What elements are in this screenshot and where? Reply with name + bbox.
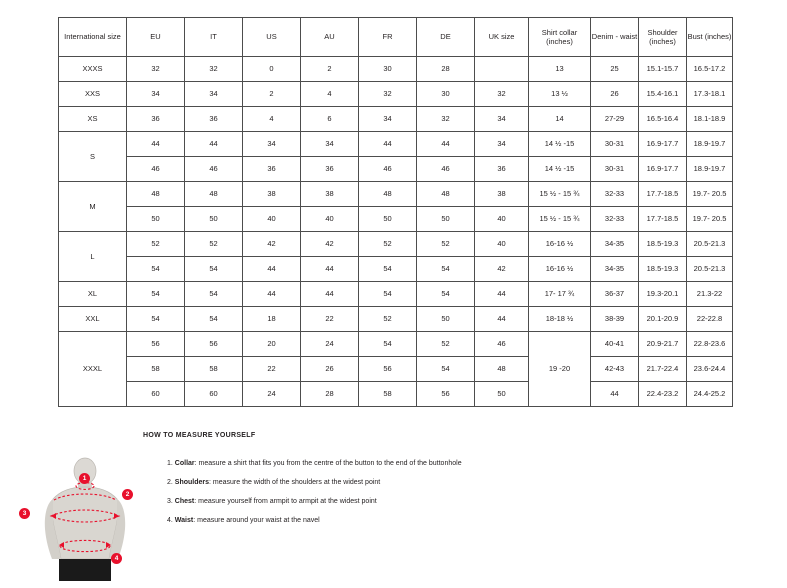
cell: 22-22.8 [687, 307, 733, 332]
cell: 38 [243, 182, 301, 207]
cell: 50 [475, 382, 529, 407]
cell: 16.9-17.7 [639, 132, 687, 157]
cell: 4 [243, 107, 301, 132]
column-header: DE [417, 18, 475, 57]
cell: 20 [243, 332, 301, 357]
list-item [167, 478, 637, 487]
cell: 40 [243, 207, 301, 232]
cell: 30-31 [591, 157, 639, 182]
cell: 40-41 [591, 332, 639, 357]
cell: 40 [475, 207, 529, 232]
cell: 22.4-23.2 [639, 382, 687, 407]
cell: 34 [127, 82, 185, 107]
instruction-text: : measure around your waist at the navel [193, 516, 320, 524]
cell: 19.7- 20.5 [687, 182, 733, 207]
cell: 54 [359, 282, 417, 307]
cell: 54 [185, 307, 243, 332]
instruction-term: Chest [174, 497, 195, 505]
column-header: Shirt collar (inches) [529, 18, 591, 57]
cell: 44 [243, 282, 301, 307]
cell: 18.9-19.7 [687, 132, 733, 157]
cell: 17.7-18.5 [639, 182, 687, 207]
column-header: International size [59, 18, 127, 57]
cell: 54 [359, 332, 417, 357]
cell: 44 [359, 132, 417, 157]
cell: 42 [475, 257, 529, 282]
instruction-number: 1. [167, 460, 173, 467]
cell: 19.3-20.1 [639, 282, 687, 307]
cell: 32 [185, 57, 243, 82]
instruction-text: : measure the width of the shoulders at the widest point [209, 478, 381, 486]
cell: 16.9-17.7 [639, 157, 687, 182]
cell: 42 [243, 232, 301, 257]
instruction-term: Shoulders [174, 478, 210, 486]
section-title: HOW TO MEASURE YOURSELF [143, 432, 256, 439]
cell: 30 [417, 82, 475, 107]
cell: 50 [417, 207, 475, 232]
cell: 60 [127, 382, 185, 407]
cell: 16-16 ½ [529, 232, 591, 257]
table-row [59, 307, 733, 332]
cell: 4 [301, 82, 359, 107]
cell: 14 [529, 107, 591, 132]
callout-badge-4: 4 [111, 553, 122, 564]
list-item [167, 497, 637, 506]
cell: 54 [185, 257, 243, 282]
cell: 48 [127, 182, 185, 207]
cell: 23.6-24.4 [687, 357, 733, 382]
cell: 18.5-19.3 [639, 257, 687, 282]
cell: 14 ½ -15 [529, 157, 591, 182]
instruction-term: Collar [174, 460, 195, 467]
size-label: XXXS [59, 57, 127, 82]
cell: 36 [185, 107, 243, 132]
cell: 34-35 [591, 232, 639, 257]
cell: 18.9-19.7 [687, 157, 733, 182]
instruction-number: 3. [167, 497, 173, 505]
callout-badge-3: 3 [19, 508, 30, 519]
instruction-number: 4. [167, 516, 173, 524]
cell: 25 [591, 57, 639, 82]
table-row [59, 232, 733, 257]
cell: 44 [185, 132, 243, 157]
column-header: Shoulder (inches) [639, 18, 687, 57]
size-label: XXS [59, 82, 127, 107]
size-label: XL [59, 282, 127, 307]
instruction-text: : measure a shirt that fits you from the centre of the button to the end of the buttonhole [194, 460, 462, 467]
cell: 52 [185, 232, 243, 257]
cell [475, 57, 529, 82]
cell: 34 [475, 132, 529, 157]
size-label: XXL [59, 307, 127, 332]
cell: 54 [417, 357, 475, 382]
cell: 16.5-17.2 [687, 57, 733, 82]
cell: 19.7- 20.5 [687, 207, 733, 232]
cell: 30-31 [591, 132, 639, 157]
cell: 38-39 [591, 307, 639, 332]
cell: 13 [529, 57, 591, 82]
cell: 15.1-15.7 [639, 57, 687, 82]
size-label: M [59, 182, 127, 232]
size-label: XXXL [59, 332, 127, 407]
cell: 44 [301, 257, 359, 282]
cell: 18-18 ½ [529, 307, 591, 332]
cell: 34 [185, 82, 243, 107]
table-row [59, 207, 733, 232]
size-label: L [59, 232, 127, 282]
column-header: US [243, 18, 301, 57]
table-row [59, 182, 733, 207]
cell: 50 [185, 207, 243, 232]
cell: 24 [243, 382, 301, 407]
cell: 16-16 ½ [529, 257, 591, 282]
cell: 34 [359, 107, 417, 132]
cell: 34 [475, 107, 529, 132]
cell: 34 [243, 132, 301, 157]
instruction-text: : measure yourself from armpit to armpit at the widest point [194, 497, 377, 505]
size-chart-table [58, 17, 733, 407]
table-row [59, 157, 733, 182]
list-item [167, 459, 637, 468]
cell: 50 [359, 207, 417, 232]
cell: 44 [127, 132, 185, 157]
cell: 34-35 [591, 257, 639, 282]
torso-figure-svg [23, 453, 153, 583]
column-header: AU [301, 18, 359, 57]
cell: 22 [301, 307, 359, 332]
cell: 54 [359, 257, 417, 282]
instruction-term: Waist [174, 516, 194, 524]
column-header: FR [359, 18, 417, 57]
cell: 52 [127, 232, 185, 257]
table-row [59, 357, 733, 382]
cell: 32 [359, 82, 417, 107]
cell: 20.1-20.9 [639, 307, 687, 332]
cell: 15 ½ - 15 ¾ [529, 207, 591, 232]
instruction-number: 2. [167, 478, 173, 486]
table-row [59, 82, 733, 107]
cell: 54 [127, 307, 185, 332]
table-row [59, 382, 733, 407]
cell: 58 [359, 382, 417, 407]
cell: 26 [591, 82, 639, 107]
cell: 21.3-22 [687, 282, 733, 307]
cell: 26 [301, 357, 359, 382]
cell: 15.4-16.1 [639, 82, 687, 107]
cell: 13 ½ [529, 82, 591, 107]
cell: 36-37 [591, 282, 639, 307]
cell: 18.1-18.9 [687, 107, 733, 132]
table-header-row [59, 18, 733, 57]
cell: 44 [243, 257, 301, 282]
cell: 44 [417, 132, 475, 157]
cell: 46 [417, 157, 475, 182]
male-torso-diagram [23, 453, 153, 579]
cell: 52 [417, 332, 475, 357]
cell: 22.8-23.6 [687, 332, 733, 357]
cell: 44 [475, 307, 529, 332]
cell: 56 [185, 332, 243, 357]
cell: 18.5-19.3 [639, 232, 687, 257]
table-row [59, 107, 733, 132]
cell: 44 [301, 282, 359, 307]
how-to-measure-section [22, 432, 743, 562]
cell: 2 [301, 57, 359, 82]
table-row [59, 57, 733, 82]
cell: 58 [127, 357, 185, 382]
cell: 46 [127, 157, 185, 182]
cell: 56 [359, 357, 417, 382]
cell: 15 ½ - 15 ¾ [529, 182, 591, 207]
cell: 36 [301, 157, 359, 182]
cell: 58 [185, 357, 243, 382]
cell: 60 [185, 382, 243, 407]
column-header: Bust (inches) [687, 18, 733, 57]
list-item [167, 516, 637, 525]
cell: 14 ½ -15 [529, 132, 591, 157]
cell: 56 [417, 382, 475, 407]
cell: 54 [417, 282, 475, 307]
cell: 54 [127, 257, 185, 282]
size-label: XS [59, 107, 127, 132]
cell: 24.4-25.2 [687, 382, 733, 407]
size-label: S [59, 132, 127, 182]
cell: 34 [301, 132, 359, 157]
cell: 16.5-16.4 [639, 107, 687, 132]
column-header: IT [185, 18, 243, 57]
measure-instructions [167, 459, 637, 535]
cell: 52 [417, 232, 475, 257]
cell: 54 [185, 282, 243, 307]
callout-badge-2: 2 [122, 489, 133, 500]
cell: 40 [475, 232, 529, 257]
cell: 52 [359, 307, 417, 332]
column-header: Denim - waist [591, 18, 639, 57]
cell: 28 [417, 57, 475, 82]
cell: 48 [185, 182, 243, 207]
cell: 17.7-18.5 [639, 207, 687, 232]
cell: 27-29 [591, 107, 639, 132]
cell: 46 [359, 157, 417, 182]
size-chart-container [58, 17, 730, 407]
cell: 44 [475, 282, 529, 307]
column-header: UK size [475, 18, 529, 57]
cell: 20.9-21.7 [639, 332, 687, 357]
callout-badge-1: 1 [79, 473, 90, 484]
cell: 32 [417, 107, 475, 132]
cell: 32-33 [591, 182, 639, 207]
cell: 17- 17 ¾ [529, 282, 591, 307]
column-header: EU [127, 18, 185, 57]
cell: 36 [243, 157, 301, 182]
cell: 56 [127, 332, 185, 357]
cell: 50 [417, 307, 475, 332]
cell: 21.7-22.4 [639, 357, 687, 382]
table-row [59, 257, 733, 282]
cell: 19 -20 [529, 332, 591, 407]
cell: 48 [475, 357, 529, 382]
table-row [59, 282, 733, 307]
cell: 42-43 [591, 357, 639, 382]
table-row [59, 132, 733, 157]
cell: 30 [359, 57, 417, 82]
cell: 44 [591, 382, 639, 407]
cell: 50 [127, 207, 185, 232]
cell: 40 [301, 207, 359, 232]
cell: 48 [417, 182, 475, 207]
cell: 18 [243, 307, 301, 332]
cell: 32 [475, 82, 529, 107]
cell: 24 [301, 332, 359, 357]
cell: 36 [127, 107, 185, 132]
cell: 42 [301, 232, 359, 257]
cell: 32-33 [591, 207, 639, 232]
cell: 46 [185, 157, 243, 182]
cell: 2 [243, 82, 301, 107]
cell: 48 [359, 182, 417, 207]
cell: 54 [127, 282, 185, 307]
cell: 20.5-21.3 [687, 232, 733, 257]
cell: 6 [301, 107, 359, 132]
cell: 22 [243, 357, 301, 382]
cell: 28 [301, 382, 359, 407]
cell: 20.5-21.3 [687, 257, 733, 282]
cell: 54 [417, 257, 475, 282]
cell: 46 [475, 332, 529, 357]
cell: 52 [359, 232, 417, 257]
cell: 17.3-18.1 [687, 82, 733, 107]
cell: 38 [475, 182, 529, 207]
cell: 36 [475, 157, 529, 182]
cell: 32 [127, 57, 185, 82]
table-row [59, 332, 733, 357]
cell: 0 [243, 57, 301, 82]
cell: 38 [301, 182, 359, 207]
